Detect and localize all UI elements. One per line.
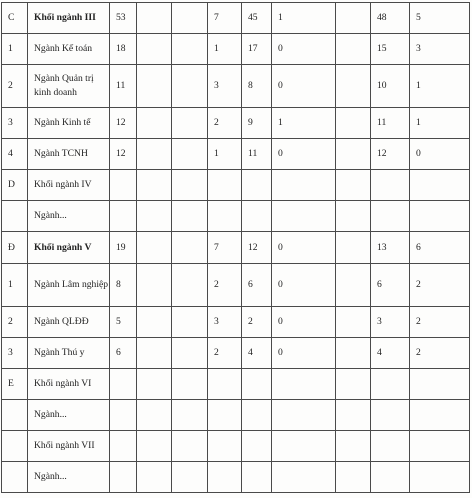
value-cell-c5: 2 xyxy=(242,307,272,338)
table-row xyxy=(2,170,470,201)
row-name-cell: Ngành Quản trị kinh doanh xyxy=(28,65,110,108)
value-cell-c3 xyxy=(172,307,208,338)
table-row xyxy=(2,338,470,369)
value-cell-c7 xyxy=(336,369,371,400)
value-cell-c3 xyxy=(172,232,208,264)
row-name-cell: Khối ngành VI xyxy=(28,369,110,400)
row-name-cell: Khối ngành III xyxy=(28,3,110,34)
value-cell-c5: 45 xyxy=(242,3,272,34)
value-cell-c1 xyxy=(110,201,137,232)
row-code-cell: 3 xyxy=(2,108,28,139)
row-code-cell: 1 xyxy=(2,264,28,307)
value-cell-c6 xyxy=(272,369,336,400)
table-row xyxy=(2,65,470,108)
row-code-cell: 2 xyxy=(2,65,28,108)
value-cell-c2 xyxy=(137,139,172,170)
value-cell-c8: 10 xyxy=(371,65,410,108)
value-cell-c1: 19 xyxy=(110,232,137,264)
row-code-cell: 1 xyxy=(2,34,28,65)
value-cell-c6 xyxy=(272,201,336,232)
value-cell-c1: 11 xyxy=(110,65,137,108)
value-cell-c5: 4 xyxy=(242,338,272,369)
value-cell-c6: 0 xyxy=(272,65,336,108)
value-cell-c5: 8 xyxy=(242,65,272,108)
value-cell-c3 xyxy=(172,3,208,34)
value-cell-c7 xyxy=(336,65,371,108)
value-cell-c3 xyxy=(172,170,208,201)
table-row xyxy=(2,232,470,264)
table-row xyxy=(2,108,470,139)
enrollment-table xyxy=(1,2,470,493)
value-cell-c2 xyxy=(137,338,172,369)
value-cell-c7 xyxy=(336,462,371,493)
value-cell-c5: 6 xyxy=(242,264,272,307)
value-cell-c2 xyxy=(137,400,172,431)
value-cell-c4: 7 xyxy=(208,232,242,264)
value-cell-c5: 12 xyxy=(242,232,272,264)
value-cell-c8: 15 xyxy=(371,34,410,65)
value-cell-c5 xyxy=(242,462,272,493)
value-cell-c4: 3 xyxy=(208,65,242,108)
value-cell-c6 xyxy=(272,462,336,493)
value-cell-c5 xyxy=(242,400,272,431)
value-cell-c2 xyxy=(137,462,172,493)
value-cell-c1 xyxy=(110,400,137,431)
row-name-cell: Ngành QLĐĐ xyxy=(28,307,110,338)
value-cell-c8: 4 xyxy=(371,338,410,369)
value-cell-c8 xyxy=(371,431,410,462)
row-name-cell: Khối ngành V xyxy=(28,232,110,264)
value-cell-c4: 2 xyxy=(208,264,242,307)
value-cell-c5 xyxy=(242,431,272,462)
row-name-cell: Khối ngành IV xyxy=(28,170,110,201)
value-cell-c6: 0 xyxy=(272,34,336,65)
value-cell-c9: 2 xyxy=(410,307,470,338)
row-code-cell: Đ xyxy=(2,232,28,264)
value-cell-c1: 53 xyxy=(110,3,137,34)
value-cell-c6: 1 xyxy=(272,3,336,34)
value-cell-c1: 12 xyxy=(110,108,137,139)
value-cell-c6: 0 xyxy=(272,338,336,369)
value-cell-c9 xyxy=(410,400,470,431)
value-cell-c4 xyxy=(208,170,242,201)
value-cell-c9: 5 xyxy=(410,3,470,34)
value-cell-c4 xyxy=(208,400,242,431)
row-name-cell: Ngành Kế toán xyxy=(28,34,110,65)
value-cell-c9 xyxy=(410,462,470,493)
value-cell-c2 xyxy=(137,170,172,201)
value-cell-c1: 8 xyxy=(110,264,137,307)
row-name-cell: Ngành TCNH xyxy=(28,139,110,170)
value-cell-c7 xyxy=(336,307,371,338)
value-cell-c6 xyxy=(272,431,336,462)
value-cell-c6: 0 xyxy=(272,307,336,338)
value-cell-c4 xyxy=(208,431,242,462)
value-cell-c2 xyxy=(137,431,172,462)
table-row xyxy=(2,264,470,307)
value-cell-c6: 0 xyxy=(272,264,336,307)
value-cell-c5: 9 xyxy=(242,108,272,139)
value-cell-c5 xyxy=(242,170,272,201)
value-cell-c7 xyxy=(336,170,371,201)
table-body xyxy=(2,3,470,493)
value-cell-c8: 3 xyxy=(371,307,410,338)
value-cell-c8 xyxy=(371,201,410,232)
value-cell-c9: 2 xyxy=(410,338,470,369)
row-name-cell: Ngành Thú y xyxy=(28,338,110,369)
value-cell-c4: 2 xyxy=(208,338,242,369)
value-cell-c9: 3 xyxy=(410,34,470,65)
row-code-cell xyxy=(2,462,28,493)
value-cell-c1: 18 xyxy=(110,34,137,65)
value-cell-c9 xyxy=(410,201,470,232)
value-cell-c3 xyxy=(172,108,208,139)
table-row xyxy=(2,369,470,400)
value-cell-c4: 1 xyxy=(208,139,242,170)
value-cell-c3 xyxy=(172,201,208,232)
value-cell-c6: 0 xyxy=(272,139,336,170)
value-cell-c3 xyxy=(172,34,208,65)
value-cell-c1 xyxy=(110,431,137,462)
value-cell-c6 xyxy=(272,170,336,201)
value-cell-c9: 6 xyxy=(410,232,470,264)
value-cell-c3 xyxy=(172,431,208,462)
value-cell-c7 xyxy=(336,34,371,65)
table-row xyxy=(2,139,470,170)
row-name-cell: Ngành... xyxy=(28,400,110,431)
value-cell-c3 xyxy=(172,462,208,493)
value-cell-c3 xyxy=(172,264,208,307)
value-cell-c4 xyxy=(208,369,242,400)
value-cell-c2 xyxy=(137,108,172,139)
table-row xyxy=(2,431,470,462)
row-code-cell: E xyxy=(2,369,28,400)
value-cell-c5 xyxy=(242,201,272,232)
value-cell-c3 xyxy=(172,65,208,108)
value-cell-c4 xyxy=(208,462,242,493)
row-name-cell: Ngành Kinh tế xyxy=(28,108,110,139)
value-cell-c7 xyxy=(336,400,371,431)
row-code-cell: D xyxy=(2,170,28,201)
table-row xyxy=(2,201,470,232)
row-code-cell: 4 xyxy=(2,139,28,170)
value-cell-c1 xyxy=(110,170,137,201)
row-code-cell: 2 xyxy=(2,307,28,338)
value-cell-c7 xyxy=(336,232,371,264)
row-name-cell: Khối ngành VII xyxy=(28,431,110,462)
value-cell-c4: 7 xyxy=(208,3,242,34)
value-cell-c7 xyxy=(336,264,371,307)
value-cell-c3 xyxy=(172,400,208,431)
value-cell-c4: 3 xyxy=(208,307,242,338)
row-code-cell: C xyxy=(2,3,28,34)
row-code-cell xyxy=(2,431,28,462)
value-cell-c2 xyxy=(137,65,172,108)
value-cell-c2 xyxy=(137,307,172,338)
table-row xyxy=(2,34,470,65)
value-cell-c1: 12 xyxy=(110,139,137,170)
value-cell-c8 xyxy=(371,400,410,431)
value-cell-c2 xyxy=(137,34,172,65)
value-cell-c7 xyxy=(336,139,371,170)
value-cell-c7 xyxy=(336,108,371,139)
value-cell-c3 xyxy=(172,338,208,369)
value-cell-c2 xyxy=(137,369,172,400)
value-cell-c8: 48 xyxy=(371,3,410,34)
value-cell-c6: 0 xyxy=(272,232,336,264)
value-cell-c1 xyxy=(110,369,137,400)
value-cell-c9: 1 xyxy=(410,65,470,108)
row-name-cell: Ngành... xyxy=(28,462,110,493)
table-row xyxy=(2,307,470,338)
value-cell-c9 xyxy=(410,170,470,201)
row-name-cell: Ngành Lâm nghiệp xyxy=(28,264,110,307)
table-row xyxy=(2,462,470,493)
value-cell-c7 xyxy=(336,431,371,462)
value-cell-c9: 1 xyxy=(410,108,470,139)
value-cell-c5: 11 xyxy=(242,139,272,170)
value-cell-c2 xyxy=(137,3,172,34)
value-cell-c3 xyxy=(172,369,208,400)
value-cell-c8: 11 xyxy=(371,108,410,139)
value-cell-c6 xyxy=(272,400,336,431)
value-cell-c9 xyxy=(410,431,470,462)
value-cell-c4 xyxy=(208,201,242,232)
row-code-cell: 3 xyxy=(2,338,28,369)
value-cell-c8: 12 xyxy=(371,139,410,170)
table-row xyxy=(2,3,470,34)
value-cell-c8: 13 xyxy=(371,232,410,264)
value-cell-c1: 6 xyxy=(110,338,137,369)
value-cell-c1: 5 xyxy=(110,307,137,338)
value-cell-c6: 1 xyxy=(272,108,336,139)
value-cell-c2 xyxy=(137,232,172,264)
value-cell-c5: 17 xyxy=(242,34,272,65)
value-cell-c1 xyxy=(110,462,137,493)
value-cell-c8 xyxy=(371,369,410,400)
value-cell-c5 xyxy=(242,369,272,400)
value-cell-c7 xyxy=(336,201,371,232)
value-cell-c2 xyxy=(137,264,172,307)
value-cell-c8 xyxy=(371,170,410,201)
table-row xyxy=(2,400,470,431)
value-cell-c7 xyxy=(336,3,371,34)
value-cell-c4: 1 xyxy=(208,34,242,65)
value-cell-c4: 2 xyxy=(208,108,242,139)
row-code-cell xyxy=(2,400,28,431)
value-cell-c3 xyxy=(172,139,208,170)
value-cell-c8 xyxy=(371,462,410,493)
value-cell-c9: 0 xyxy=(410,139,470,170)
value-cell-c9: 2 xyxy=(410,264,470,307)
value-cell-c2 xyxy=(137,201,172,232)
value-cell-c8: 6 xyxy=(371,264,410,307)
row-name-cell: Ngành... xyxy=(28,201,110,232)
value-cell-c9 xyxy=(410,369,470,400)
value-cell-c7 xyxy=(336,338,371,369)
row-code-cell xyxy=(2,201,28,232)
